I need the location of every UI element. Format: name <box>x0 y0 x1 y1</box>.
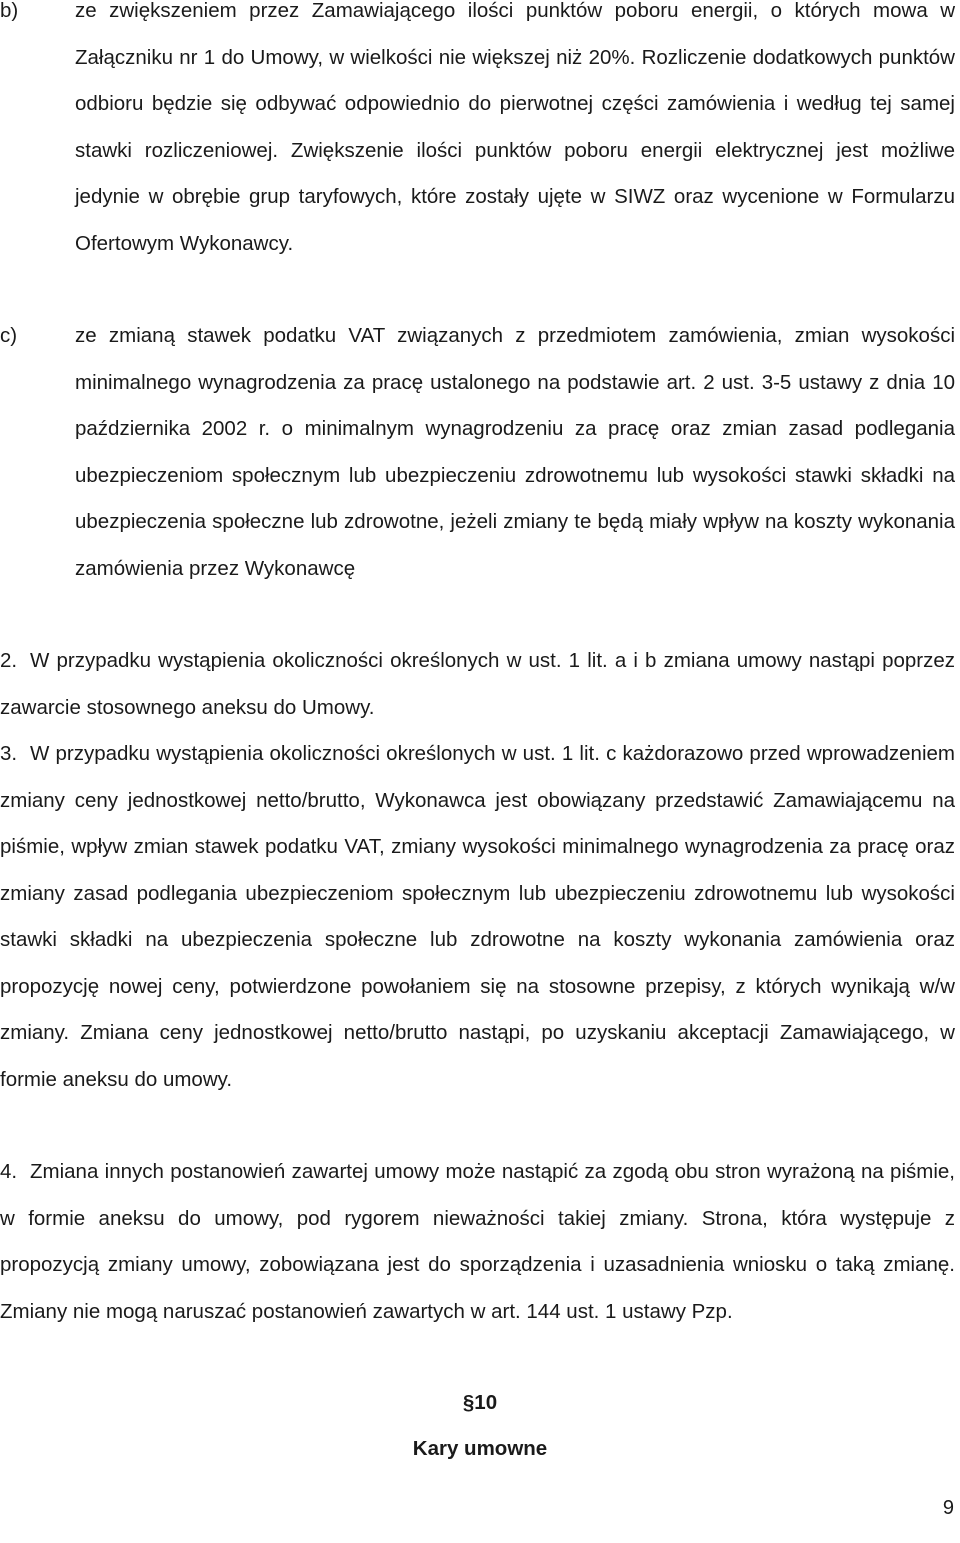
item-marker-b: b) <box>0 0 19 22</box>
paragraph-item-c: ze zmianą stawek podatku VAT związanych z przedmiotem zamówienia, zmian wysokości minimalnego wynagrodzenia za pracę ustalonego na podstawie art. 2 ust. 3-5 ustawy z dnia 10 października 2002 r. o minimalnym wynagrodzeniu za pracę oraz zmian zasad podlegania ubezpieczeniom społecznym lub ubezpieczeniu zdrowotnemu lub wysokości stawki składki na ubezpieczenia społeczne lub zdrowotne, jeżeli zmiany te będą miały wpływ na koszty wykonania zamówienia przez Wykonawcę <box>75 324 955 580</box>
item-marker-3: 3. <box>0 742 18 765</box>
section-number: §10 <box>462 1391 498 1414</box>
paragraph-item-3 <box>0 731 955 1103</box>
paragraph-item-4 <box>0 1149 955 1335</box>
item-marker-4: 4. <box>0 1160 18 1183</box>
item-marker-2: 2. <box>0 649 18 672</box>
paragraph-text-3: W przypadku wystąpienia okoliczności określonych w ust. 1 lit. c każdorazowo przed wprowadzeniem zmiany ceny jednostkowej netto/brutto, Wykonawca jest obowiązany przedstawić Zamawiającemu na piśmie, wpływ zmian stawek podatku VAT, zmiany wysokości minimalnego wynagrodzenia za pracę oraz zmiany zasad podlegania ubezpieczeniom społecznym lub ubezpieczeniu zdrowotnemu lub wysokości stawki składki na ubezpieczenia społeczne lub zdrowotne na koszty wykonania zamówienia oraz propozycję nowej ceny, potwierdzone powołaniem się na stosowne przepisy, z których wynikają w/w zmiany. Zmiana ceny jednostkowej netto/brutto nastąpi, po uzyskaniu akceptacji Zamawiającego, w formie aneksu do umowy. <box>0 742 955 1091</box>
paragraph-item-2 <box>0 638 955 731</box>
item-marker-c: c) <box>0 324 18 347</box>
paragraph-text-2: W przypadku wystąpienia okoliczności określonych w ust. 1 lit. a i b zmiana umowy nastąpi poprzez zawarcie stosownego aneksu do Umowy. <box>0 649 955 719</box>
section-title: Kary umowne <box>412 1437 548 1460</box>
paragraph-item-b: ze zwiększeniem przez Zamawiającego ilości punktów poboru energii, o których mowa w Załączniku nr 1 do Umowy, w wielkości nie większej niż 20%. Rozliczenie dodatkowych punktów odbioru będzie się odbywać odpowiednio do pierwotnej części zamówienia i według tej samej stawki rozliczeniowej. Zwiększenie ilości punktów poboru energii elektrycznej jest możliwe jedynie w obrębie grup taryfowych, które zostały ujęte w SIWZ oraz wycenione w Formularzu Ofertowym Wykonawcy. <box>75 0 955 255</box>
page-number: 9 <box>942 1497 954 1519</box>
paragraph-text-4: Zmiana innych postanowień zawartej umowy może nastąpić za zgodą obu stron wyrażoną na piśmie, w formie aneksu do umowy, pod rygorem nieważności takiej zmiany. Strona, która występuje z propozycją zmiany umowy, zobowiązana jest do sporządzenia i uzasadnienia wniosku o taką zmianę. Zmiany nie mogą naruszać postanowień zawartych w art. 144 ust. 1 ustawy Pzp. <box>0 1160 955 1323</box>
